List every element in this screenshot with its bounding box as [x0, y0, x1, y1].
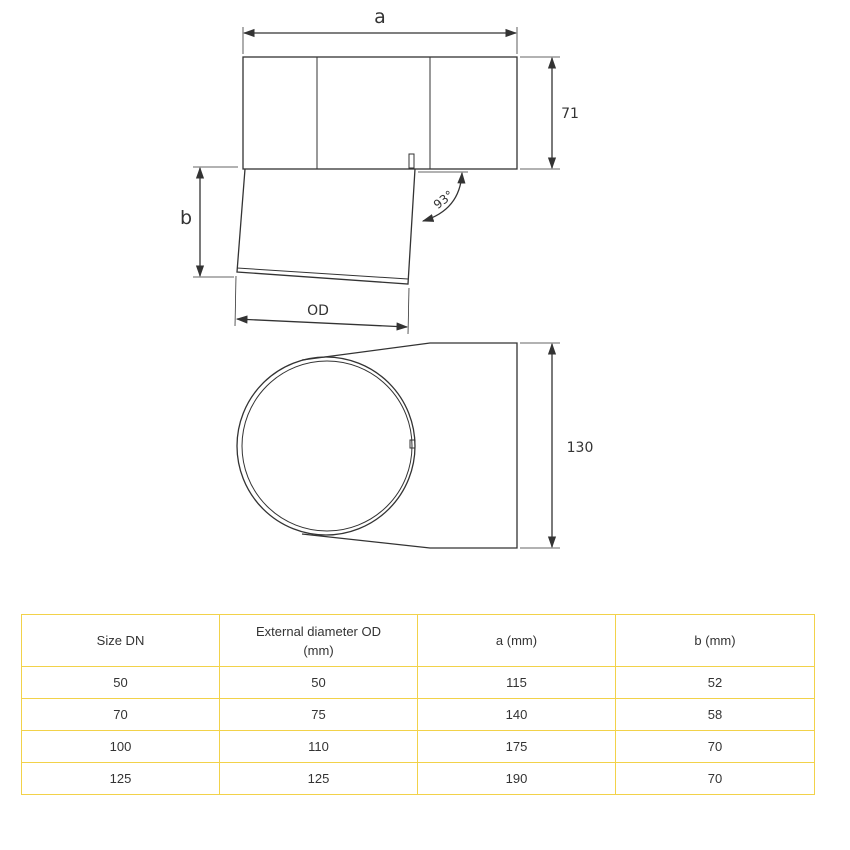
header-b-label: b (mm) [694, 633, 736, 648]
cell-od: 110 [220, 731, 418, 763]
dim-label-od: OD [307, 303, 329, 319]
header-size-dn-label: Size DN [96, 633, 145, 648]
cell-b: 70 [616, 731, 815, 763]
header-a-label: a (mm) [495, 633, 538, 648]
dim-label-b: b [179, 207, 193, 229]
cell-od: 125 [220, 763, 418, 795]
cell-size-dn: 125 [22, 763, 220, 795]
cell-a: 175 [418, 731, 616, 763]
header-b [616, 615, 815, 667]
table-row [22, 731, 815, 763]
dim-label-angle: 93° [430, 187, 457, 212]
header-a [418, 615, 616, 667]
cell-a: 140 [418, 699, 616, 731]
cell-od: 75 [220, 699, 418, 731]
dimensions-table [21, 614, 815, 795]
dim-label-130: 130 [566, 440, 594, 456]
table-row [22, 699, 815, 731]
spigot-outline [237, 169, 415, 284]
dim-label-a: a [374, 6, 386, 28]
cell-b: 52 [616, 667, 815, 699]
outer-ring [237, 357, 415, 535]
cell-size-dn: 70 [22, 699, 220, 731]
dim-label-71: 71 [561, 106, 579, 122]
cell-a: 190 [418, 763, 616, 795]
header-size-dn [22, 615, 220, 667]
top-body [243, 57, 517, 169]
ext-od-right [408, 288, 409, 334]
inner-ring [242, 361, 412, 531]
side-view [193, 27, 560, 334]
cell-size-dn: 50 [22, 667, 220, 699]
cell-a: 115 [418, 667, 616, 699]
cell-size-dn: 100 [22, 731, 220, 763]
cell-b: 70 [616, 763, 815, 795]
header-external-diameter-label: External diameter OD [256, 623, 381, 639]
table-row [22, 667, 815, 699]
top-view [237, 343, 560, 548]
header-external-diameter [220, 615, 418, 667]
notch-mark [409, 154, 414, 168]
table-row [22, 763, 815, 795]
cell-b: 58 [616, 699, 815, 731]
dim-line-od [237, 319, 407, 327]
table-header-row [22, 615, 815, 667]
header-external-diameter-unit: (mm) [303, 642, 334, 658]
cell-od: 50 [220, 667, 418, 699]
ext-od-left [235, 276, 236, 326]
